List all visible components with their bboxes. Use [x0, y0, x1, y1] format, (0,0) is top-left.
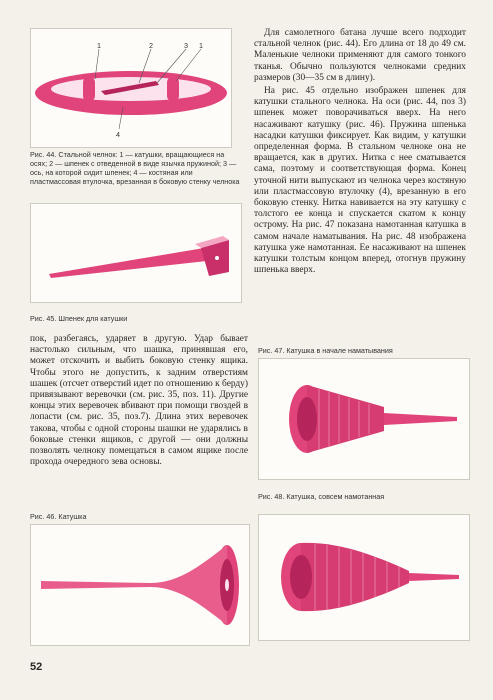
figure-46-box [30, 524, 250, 646]
figure-48-caption: Рис. 48. Катушка, совсем намотанная [258, 492, 385, 501]
figure-44-caption: Рис. 44. Стальной челнок: 1 — катушки, вращающиеся на осях; 2 — шпенек с отведенной в виде язычка пружиной; 3 — ось, на которой сидит шпенек; 4 — костяная или пластмассовая втулочка, врезанная в боковую стенку челнока [30, 150, 240, 186]
fig44-label-1b: 1 [199, 41, 203, 50]
spindle-pin-illustration [31, 204, 241, 302]
fig44-label-2: 2 [149, 41, 153, 50]
top-right-column [254, 28, 466, 276]
figure-44-box [30, 28, 232, 148]
fig44-label-1: 1 [97, 41, 101, 50]
paragraph-spindle: На рис. 45 отдельно изображен шпенек для катушки стального челнока. На оси (рис. 44, поз 3) шпенек может поворачиваться вверх. На него насаживают катушку (рис. 46). Пружина шпенька насадки катушки фиксирует. Как видим, у катушки определенная форма. В стальном челноке она не вращается, как в других. Нитка с нее сматывается сама, поэтому и соответствующая форма. Конец уточной нити выпускают из челнока через костяную или пластмассовую втулочку (4), врезанную в его боковую стенку. Нитка навивается на эту катушку с толстого ее конца и спускается скатом к концу острому. На рис. 47 показана намотанная катушка в самом начале наматывания. На рис. 48 изображена катушка уже намотанная. Ее насаживают на шпенек катушки толстым концом вперед, отогнув пружину шпенька вверх. [254, 86, 466, 276]
figure-45-box [30, 203, 242, 303]
bobbin-start-illustration [259, 359, 469, 479]
paragraph-shuttle: Для самолетного батана лучше всего подходит стальной челнок (рис. 44). Его длина от 18 до 49 см. Маленькие челноки применяют для самого тонкого тканья. Обычно пользуются челноками средних размеров (30—35 см в длину). [254, 28, 466, 83]
paragraph-shashka: пок, разбегаясь, ударяет в другую. Удар бывает настолько сильным, что шашка, принявшая его, может отскочить и выбить боковую стенку ящика. Чтобы этого не допустить, к задним отверстиям шашек (отсчет отверстий идет по отношению к берду) привязывают веревочки (см. рис. 35, поз. 11). Другие концы этих веревочек вбивают при помощи гвоздей в лопасти (см. рис. 35, поз.7). Длина этих веревочек такова, чтобы с одной стороны шашки не ударялись в боковые стенки ящиков, с другой — они должны позволять челноку помещаться в самом ящике после прохода очередного зева основы. [30, 334, 248, 468]
figure-47-caption: Рис. 47. Катушка в начале наматывания [258, 346, 393, 355]
figure-48-box [258, 514, 470, 641]
figure-47-box [258, 358, 470, 480]
figure-45-caption: Рис. 45. Шпенек для катушки [30, 314, 128, 323]
figure-46-caption: Рис. 46. Катушка [30, 512, 87, 521]
bobbin-full-illustration [259, 515, 469, 640]
fig44-label-3: 3 [184, 41, 188, 50]
mid-left-column [30, 334, 248, 468]
page-number: 52 [30, 661, 43, 673]
bobbin-illustration [31, 525, 249, 645]
fig44-label-4: 4 [116, 130, 120, 139]
